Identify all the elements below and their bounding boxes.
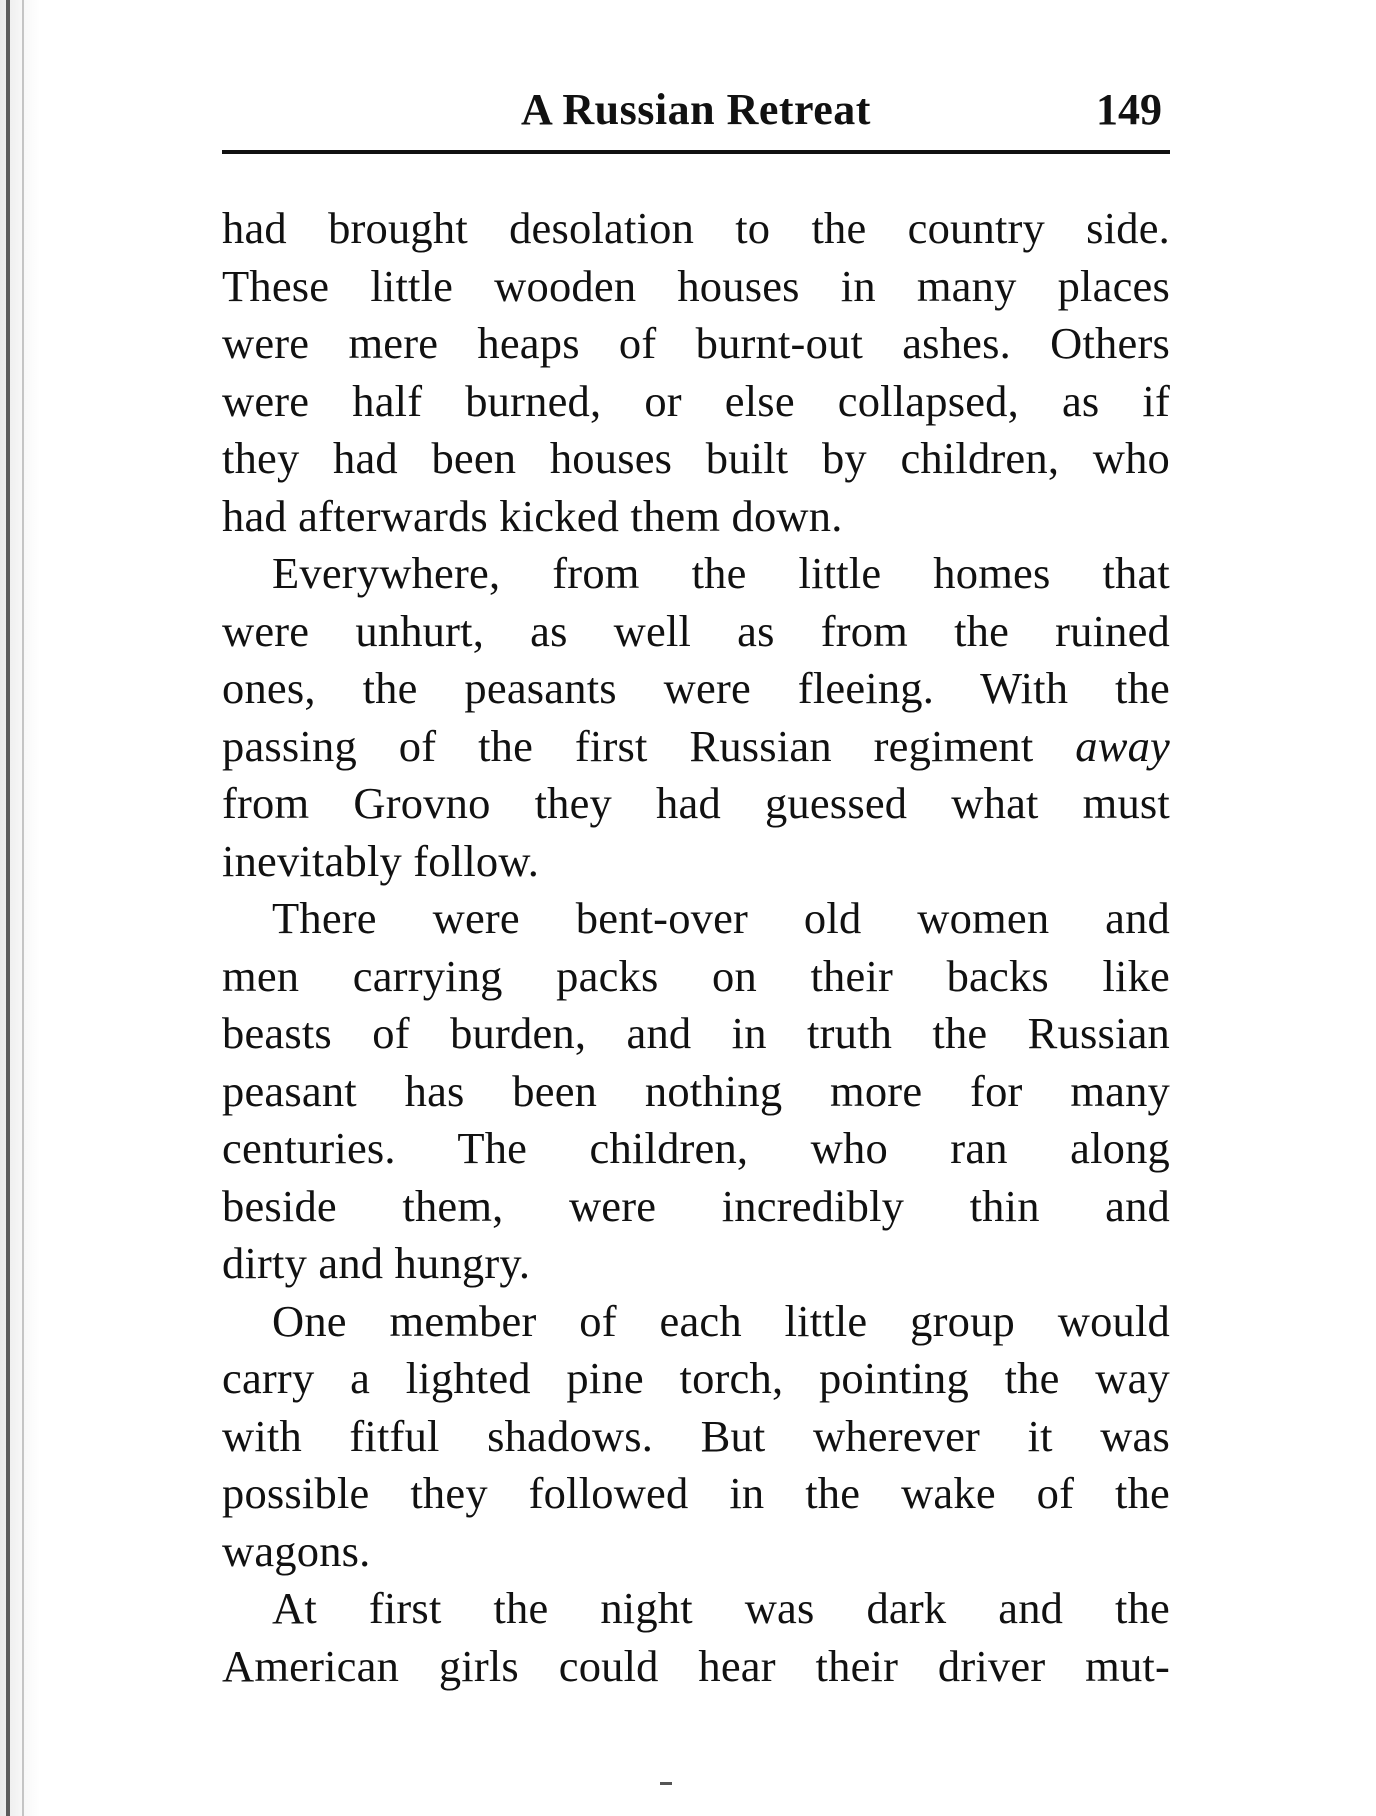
text-line: possible they followed in the wake of the xyxy=(222,1468,1170,1518)
text-line: beside them, were incredibly thin and xyxy=(222,1180,1170,1231)
text-line: had afterwards kicked them down. xyxy=(222,490,843,541)
text-line: with fitful shadows. But wherever it was xyxy=(222,1410,1170,1461)
text-line: had brought desolation to the country side. xyxy=(222,203,1170,253)
text-line: centuries. The children, who ran along xyxy=(222,1123,1170,1173)
text-line: Everywhere, from the little homes that xyxy=(272,548,1170,598)
running-title: A Russian Retreat xyxy=(521,85,871,134)
page-number: 149 xyxy=(1096,85,1162,134)
body-text xyxy=(222,200,1170,1695)
text-line: peasant has been nothing more for many xyxy=(222,1065,1170,1116)
text-line: One member of each little group would xyxy=(272,1295,1170,1346)
text-line: ones, the peasants were fleeing. With the xyxy=(222,663,1170,713)
text-line: These little wooden houses in many places xyxy=(222,260,1170,311)
text-line: men carrying packs on their backs like xyxy=(222,950,1170,1001)
text-line xyxy=(222,718,1170,776)
text-line: At first the night was dark and the xyxy=(272,1583,1170,1633)
text-line: beasts of burden, and in truth the Russian xyxy=(222,1008,1170,1058)
text-line: dirty and hungry. xyxy=(222,1238,531,1288)
print-speck xyxy=(660,1782,672,1785)
text-line: they had been houses built by children, who xyxy=(222,433,1170,483)
running-head xyxy=(222,80,1170,154)
book-binding-edge xyxy=(0,0,40,1816)
text-line: inevitably follow. xyxy=(222,835,540,886)
text-line: American girls could hear their driver mut- xyxy=(222,1640,1170,1691)
book-page xyxy=(222,80,1170,1780)
spine-shadow-faint xyxy=(22,0,24,1816)
text-line: carry a lighted pine torch, pointing the way xyxy=(222,1353,1170,1403)
text-line: There were bent-over old women and xyxy=(272,893,1170,943)
text-line: were half burned, or else collapsed, as if xyxy=(222,375,1170,426)
text-line: were mere heaps of burnt-out ashes. Others xyxy=(222,318,1170,368)
text-line: from Grovno they had guessed what must xyxy=(222,778,1170,828)
spine-shadow xyxy=(6,0,10,1816)
text-line: were unhurt, as well as from the ruined xyxy=(222,605,1170,656)
text-line: wagons. xyxy=(222,1525,371,1576)
italic-word: away xyxy=(1075,720,1170,771)
text-line-segment: passing of the first Russian regiment xyxy=(222,720,1076,771)
